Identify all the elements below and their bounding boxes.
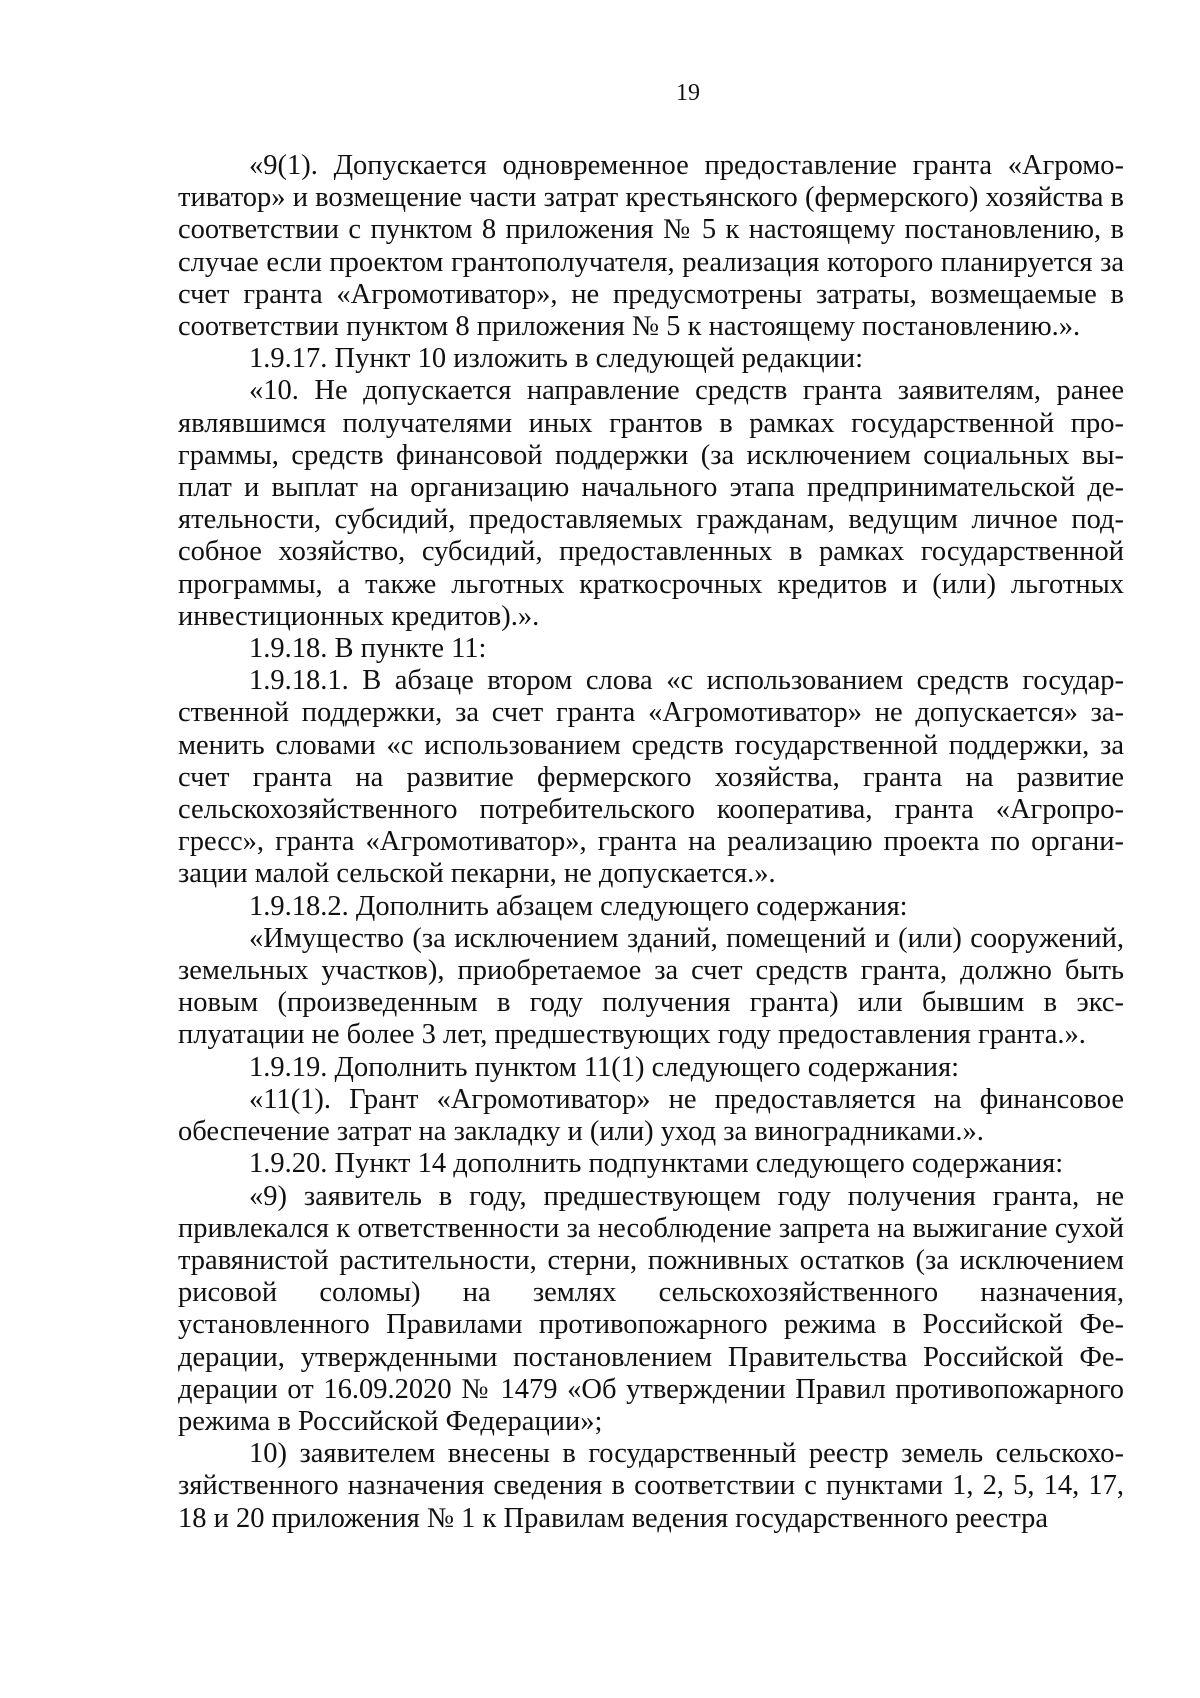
paragraph-1-9-18-2: 1.9.18.2. Дополнить абзацем следующего содержания: <box>249 890 908 922</box>
paragraph-property: «Имущество (за исключением зданий, помещений и (или) сооружений, земельных участков), приобретаемое за счет средств гранта, должно быть новым (произведенным в году получения гранта) или бывшим в эксплуатации не более 3 лет, предшествующих году предоставления гранта.». <box>178 922 1124 1051</box>
paragraph-1-9-17: 1.9.17. Пункт 10 изложить в следующей редакции: <box>249 343 863 375</box>
paragraph-1-9-20: 1.9.20. Пункт 14 дополнить подпунктами следующего содержания: <box>249 1148 1064 1180</box>
paragraph-1-9-18-1: 1.9.18.1. В абзаце втором слова «с использованием средств государственной поддержки, за счет гранта «Агромотиватор» не допускается» заменить словами «с использованием средств государственной поддержки, за счет гранта на развитие фермерского хозяйства, гранта на развитие сельскохозяйственного потребительского кооператива, гранта «Агропрогресс», гранта «Агромотиватор», гранта на реализацию проекта по организации малой сельской пекарни, не допускается.». <box>178 665 1124 890</box>
paragraph-10: «10. Не допускается направление средств гранта заявителям, ранее являвшимся получателями иных грантов в рамках государственной программы, средств финансовой поддержки (за исключением социальных выплат и выплат на организацию начального этапа предпринимательской деятельности, субсидий, предоставляемых гражданам, ведущим личное подсобное хозяйство, субсидий, предоставленных в рамках государственной программы, а также льготных краткосрочных кредитов и (или) льготных инвестиционных кредитов).». <box>178 375 1124 632</box>
paragraph-1-9-18: 1.9.18. В пункте 11: <box>249 633 487 665</box>
document-body <box>178 150 1124 1535</box>
page-number: 19 <box>676 80 700 106</box>
paragraph-11-1: «11(1). Грант «Агромотиватор» не предоставляется на финансовое обеспечение затрат на закладку и (или) уход за виноградниками.». <box>178 1083 1124 1148</box>
paragraph-subitem-9: «9) заявитель в году, предшествующем году получения гранта, не привлекался к ответственности за несоблюдение запрета на выжигание сухой травянистой растительности, стерни, пожнивных остатков (за исключением рисовой соломы) на землях сельскохозяйственного назначения, установленного Правилами противопожарного режима в Российской Федерации, утвержденными постановлением Правительства Российской Федерации от 16.09.2020 № 1479 «Об утверждении Правил противопожарного режима в Российской Федерации»; <box>178 1180 1124 1437</box>
paragraph-subitem-10: 10) заявителем внесены в государственный реестр земель сельскохозяйственного назначения сведения в соответствии с пунктами 1, 2, 5, 14, 17, 18 и 20 приложения № 1 к Правилам ведения государственного реестра <box>178 1438 1124 1534</box>
paragraph-1-9-19: 1.9.19. Дополнить пунктом 11(1) следующего содержания: <box>249 1051 960 1083</box>
paragraph-9-1: «9(1). Допускается одновременное предоставление гранта «Агромотиватор» и возмещение части затрат крестьянского (фермерского) хозяйства в соответствии с пунктом 8 приложения № 5 к настоящему постановлению, в случае если проектом грантополучателя, реализация которого планируется за счет гранта «Агромотиватор», не предусмотрены затраты, возмещаемые в соответствии пунктом 8 приложения № 5 к настоящему постановлению.». <box>178 150 1124 343</box>
